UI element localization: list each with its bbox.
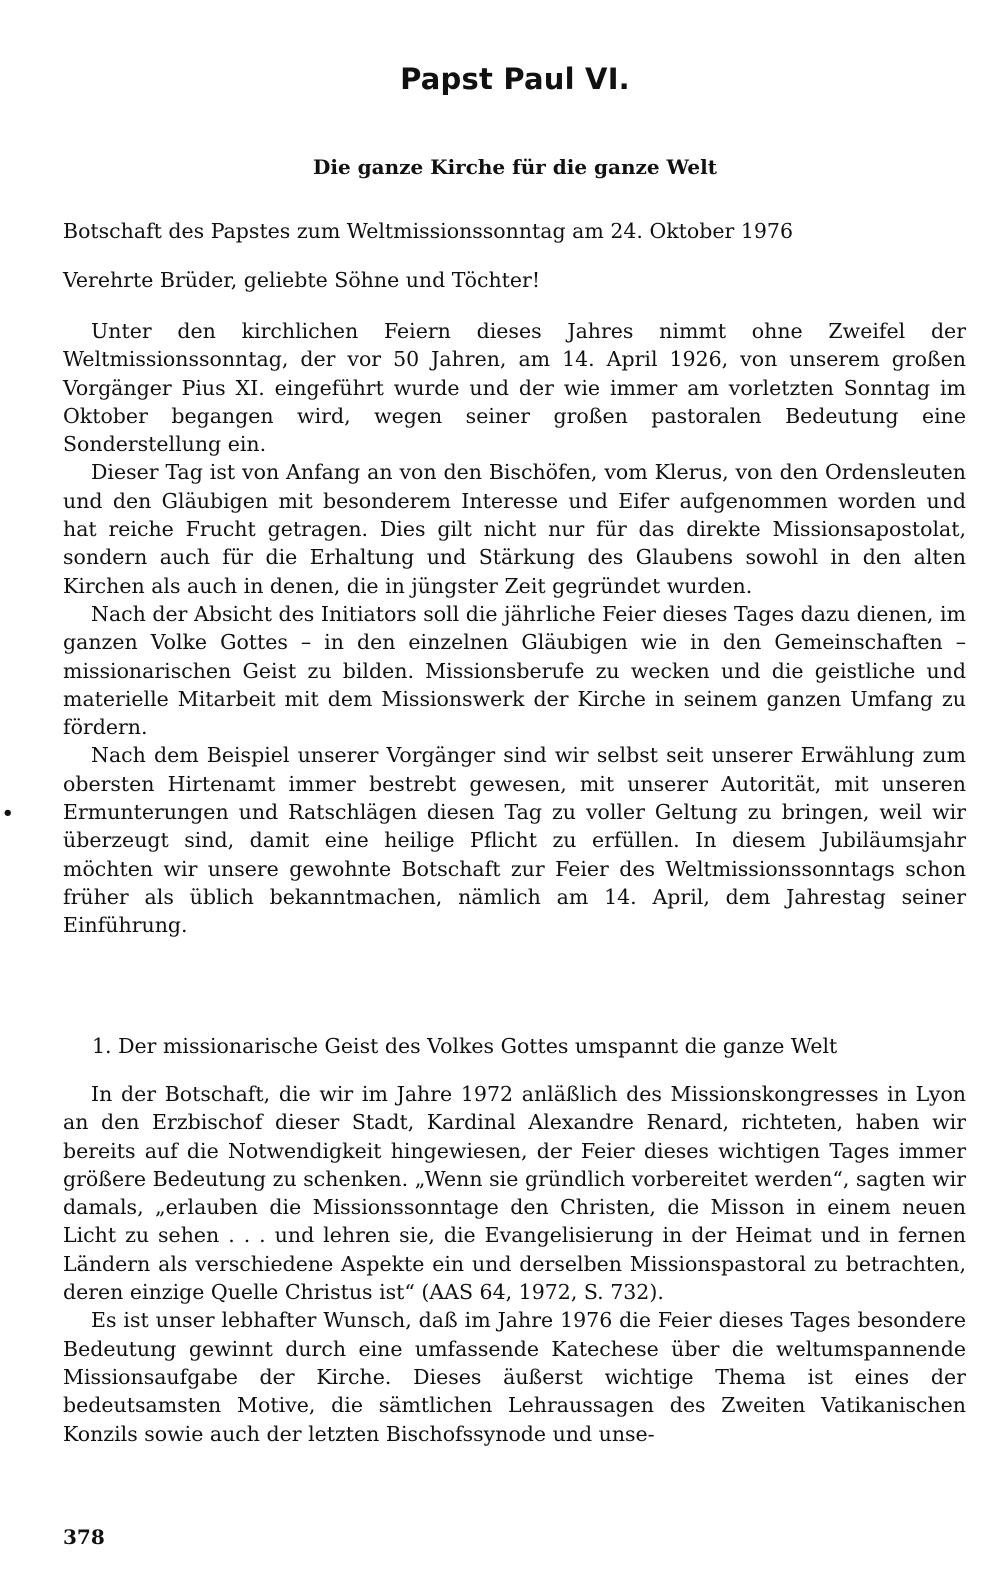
margin-bullet: • — [2, 803, 14, 824]
paragraph: Nach der Absicht des Initiators soll die jährliche Feier dieses Tages dazu dienen, im ganzen Volke Gottes – in den einzelnen Gläubigen wie in den Gemeinschaften – missionarischen Geist zu bilden. Missionsberufe zu wecken und die geistliche und materielle Mitarbeit mit dem Missionswerk der Kirche in seinem ganzen Umfang zu fördern. — [63, 601, 966, 740]
text-block-salutation — [63, 266, 966, 294]
intro-line: Botschaft des Papstes zum Weltmissionssonntag am 24. Oktober 1976 — [63, 219, 794, 243]
section-heading: 1. Der missionarische Geist des Volkes Gottes umspannt die ganze Welt — [92, 1034, 838, 1058]
paragraph: Es ist unser lebhafter Wunsch, daß im Jahre 1976 die Feier dieses Tages besondere Bedeutung gewinnt durch eine umfassende Katechese über die weltumspannende Missionsaufgabe der Kirche. Dieses äußerst wichtige Thema ist eines der bedeutsamsten Motive, die sämtlichen Lehraussagen des Zweiten Vatikanischen Konzils sowie auch der letzten Bischofssynode und unse- — [63, 1308, 966, 1446]
paragraph: Unter den kirchlichen Feiern dieses Jahres nimmt ohne Zweifel der Weltmissionssonntag, der vor 50 Jahren, am 14. April 1926, von unserem großen Vorgänger Pius XI. eingeführt wurde und der wie immer am vorletzten Sonntag im Oktober begangen wird, wegen seiner großen pastoralen Bedeutung eine Sonderstellung ein. — [63, 319, 966, 457]
salutation: Verehrte Brüder, geliebte Söhne und Töchter! — [63, 268, 541, 292]
text-block-intro — [63, 217, 966, 245]
paragraph: Nach dem Beispiel unserer Vorgänger sind wir selbst seit unserer Erwählung zum obersten Hirtenamt immer bestrebt gewesen, mit unserer Autorität, mit unseren Ermunterungen und Ratschlägen diesen Tag zu voller Geltung zu bringen, weil wir überzeugt sind, damit eine heilige Pflicht zu erfüllen. In diesem Jubiläumsjahr möchten wir unsere gewohnte Botschaft zur Feier des Weltmissionssonntags schon früher als üblich bekanntmachen, nämlich am 14. April, dem Jahrestag seiner Einführung. — [63, 743, 966, 938]
text-block-bottom — [63, 1080, 966, 1448]
page-title: Papst Paul VI. — [400, 62, 630, 96]
paragraph: In der Botschaft, die wir im Jahre 1972 anläßlich des Missionskongresses in Lyon an den Erzbischof dieser Stadt, Kardinal Alexandre Renard, richteten, haben wir bereits auf die Notwendigkeit hingewiesen, der Feier dieses wichtigen Tages immer größere Bedeutung zu schenken. „Wenn sie gründlich vorbereitet werden“, sagten wir damals, „erlauben die Missionssonntage den Christen, die Misson in einem neuen Licht zu sehen . . . und lehren sie, die Evangelisierung in der Heimat und in fernen Ländern als verschiedene Aspekte ein und derselben Missionspastoral zu betrachten, deren einzige Quelle Christus ist“ (AAS 64, 1972, S. 732). — [63, 1082, 966, 1305]
page-number: 378 — [63, 1525, 105, 1549]
paragraph: Dieser Tag ist von Anfang an von den Bischöfen, vom Klerus, von den Ordensleuten und den Gläubigen mit besonderem Interesse und Eifer aufgenommen worden und hat reiche Frucht getragen. Dies gilt nicht nur für das direkte Missionsapostolat, sondern auch für die Erhaltung und Stärkung des Glaubens sowohl in den alten Kirchen als auch in denen, die in jüngster Zeit gegründet wurden. — [63, 460, 966, 598]
page-subtitle: Die ganze Kirche für die ganze Welt — [313, 155, 717, 179]
text-block-top — [63, 317, 966, 940]
